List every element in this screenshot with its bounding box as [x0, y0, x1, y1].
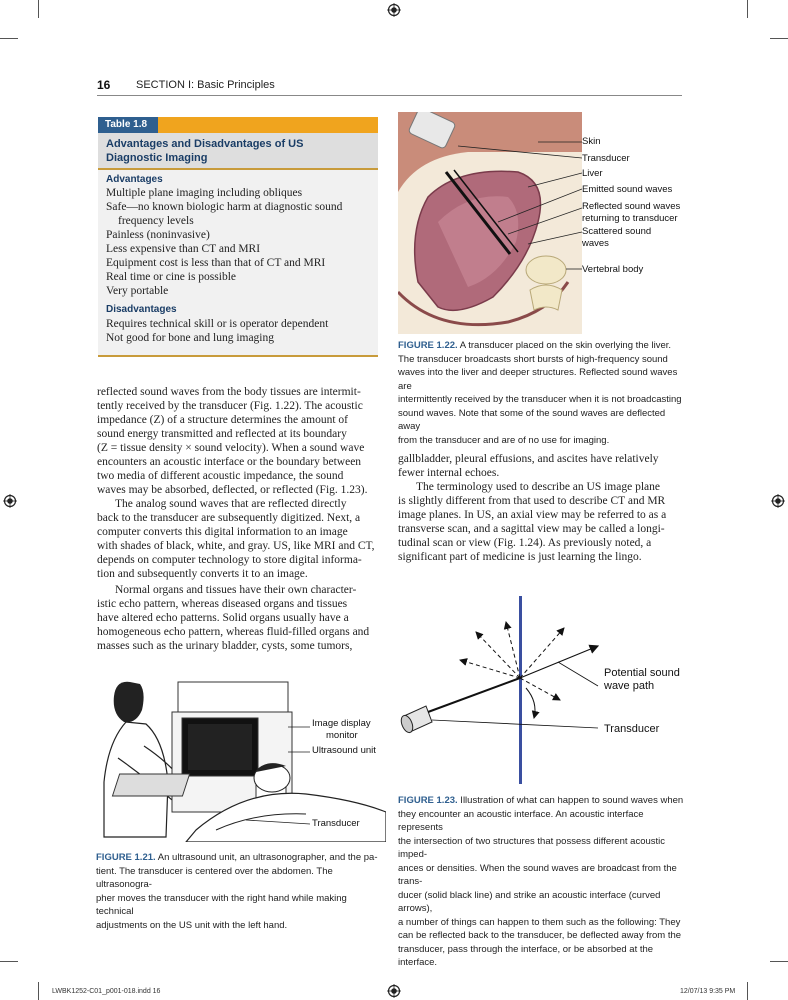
table-item: Painless (noninvasive) [106, 229, 210, 241]
text-line: image planes. In US, an axial view may be referred to as a [398, 509, 667, 521]
table-item: frequency levels [118, 215, 194, 227]
text-line: encounters an acoustic interface or the boundary between [97, 456, 362, 468]
label-potential-path: wave path [604, 680, 655, 692]
table-item: Multiple plane imaging including obliques [106, 187, 303, 199]
body-paragraph [97, 497, 379, 581]
crop-mark [770, 961, 788, 962]
crop-mark [0, 38, 18, 39]
text-line: istic echo pattern, whereas diseased organs and tissues [97, 598, 348, 610]
text-line: have altered echo patterns. Solid organs usually have a [97, 612, 349, 624]
body-paragraph [398, 480, 684, 564]
text-line: transverse scan, and a sagittal view may be called a longi- [398, 523, 665, 535]
text-line: Normal organs and tissues have their own character- [115, 584, 357, 596]
footer-file-name: LWBK1252-C01_p001-018.indd 16 [52, 988, 161, 995]
registration-mark-icon [387, 3, 401, 17]
body-paragraph [398, 452, 684, 480]
table-item: Equipment cost is less than that of CT and MRI [106, 257, 326, 269]
figure-caption [96, 851, 382, 932]
label-reflected-waves: Reflected sound waves [582, 201, 681, 212]
caption-line: FIGURE 1.23. Illustration of what can happen to sound waves when [398, 795, 684, 806]
liver-transducer-illustration [398, 112, 582, 334]
crop-mark [770, 38, 788, 39]
caption-line: transducer, pass through the interface, or be absorbed at the interface. [398, 943, 654, 968]
page-number: 16 [97, 78, 111, 92]
table-item: Requires technical skill or is operator dependent [106, 318, 329, 330]
text-line: tently received by the transducer (Fig. 1.22). The acoustic [97, 400, 363, 412]
label-display-monitor: monitor [326, 730, 358, 741]
text-line: back to the transducer are subsequently digitized. Next, a [97, 512, 361, 524]
crop-mark [747, 0, 748, 18]
caption-line: they encounter an acoustic interface. An acoustic interface represents [398, 808, 644, 833]
caption-label: FIGURE 1.23. [398, 795, 458, 806]
caption-line: ducer (solid black line) and strike an acoustic interface (curved arrows), [398, 889, 661, 914]
table-item: Less expensive than CT and MRI [106, 243, 261, 255]
caption-label: FIGURE 1.21. [96, 852, 156, 863]
table-item: Very portable [106, 285, 169, 297]
caption-line: a number of things can happen to them such as the following: They [398, 916, 681, 928]
text-line: impedance (Z) of a structure determines the amount of [97, 414, 348, 426]
crop-mark [0, 961, 18, 962]
table-title-line: Diagnostic Imaging [106, 152, 208, 164]
text-line: tudinal scan or view (Fig. 1.24). As previously noted, a [398, 537, 652, 549]
caption-line: FIGURE 1.21. An ultrasound unit, an ultrasonographer, and the pa- [96, 852, 378, 863]
figure-caption [398, 794, 684, 970]
table-title-line: Advantages and Disadvantages of US [106, 138, 304, 150]
label-potential-path: Potential sound [604, 667, 680, 679]
label-transducer: Transducer [312, 818, 360, 829]
table-item: Not good for bone and lung imaging [106, 332, 275, 344]
text-line: homogeneous echo pattern, whereas fluid-filled organs and [97, 626, 370, 638]
text-line: waves may be absorbed, deflected, or reflected (Fig. 1.23). [97, 484, 368, 496]
body-paragraph [97, 583, 379, 653]
transducer-icon [399, 706, 432, 734]
caption-line: FIGURE 1.22. A transducer placed on the skin overlying the liver. [398, 340, 672, 351]
table-body [98, 170, 378, 357]
text-line: sound energy transmitted and reflected at its boundary [97, 428, 347, 440]
caption-line: pher moves the transducer with the right hand while making technical [96, 892, 347, 917]
registration-mark-icon [387, 984, 401, 998]
label-scattered-waves: Scattered sound [582, 226, 652, 237]
text-line: with shades of black, white, and gray. US, like MRI and CT, [97, 540, 375, 552]
label-skin: Skin [582, 136, 601, 147]
footer-timestamp: 12/07/13 9:35 PM [680, 988, 736, 995]
text-line: The analog sound waves that are reflected directly [115, 498, 347, 510]
text-line: reflected sound waves from the body tissues are intermit- [97, 386, 361, 398]
text-line: two media of different acoustic impedance, the sound [97, 470, 344, 482]
caption-line: the intersection of two structures that possess different acoustic imped- [398, 835, 666, 860]
table-item: Real time or cine is possible [106, 271, 236, 283]
label-liver: Liver [582, 168, 603, 179]
crop-mark [38, 982, 39, 1000]
text-line: significant part of medicine is just learning the lingo. [398, 551, 642, 563]
table-item: Safe—no known biologic harm at diagnostic sound [106, 201, 343, 213]
caption-line: The transducer broadcasts short bursts of high-frequency sound [398, 353, 668, 365]
section-title: SECTION I: Basic Principles [136, 79, 275, 91]
caption-line: waves into the liver and deeper structures. Reflected sound waves are [398, 367, 678, 392]
label-ultrasound-unit: Ultrasound unit [312, 745, 376, 756]
label-display-monitor: Image display [312, 718, 371, 729]
caption-line: ances or densities. When the sound waves are broadcast from the trans- [398, 862, 677, 887]
registration-mark-icon [771, 494, 785, 508]
caption-line: sound waves. Note that some of the sound waves are deflected away [398, 407, 666, 432]
table-label: Table 1.8 [98, 117, 158, 133]
table-1-8 [98, 117, 378, 355]
acoustic-interface-line [519, 596, 522, 784]
crop-mark [38, 0, 39, 18]
label-transducer: Transducer [604, 723, 660, 735]
caption-label: FIGURE 1.22. [398, 340, 458, 351]
registration-mark-icon [3, 494, 17, 508]
text-line: The terminology used to describe an US image plane [416, 481, 660, 493]
label-scattered-waves: waves [582, 238, 609, 249]
figure-caption [398, 339, 684, 447]
text-line: computer converts this digital information to an image [97, 526, 348, 538]
text-line: is slightly different from that used to describe CT and MR [398, 495, 666, 507]
label-reflected-waves: returning to transducer [582, 213, 678, 224]
text-line: depends on computer technology to store digital informa- [97, 554, 362, 566]
table-header [98, 133, 378, 170]
caption-line: tient. The transducer is centered over the abdomen. The ultrasonogra- [96, 865, 333, 890]
caption-line: from the transducer and are of no use for imaging. [398, 434, 610, 446]
body-paragraph [97, 385, 379, 497]
crop-mark [747, 982, 748, 1000]
text-line: tion and subsequently converts it to an image. [97, 568, 308, 580]
caption-line: adjustments on the US unit with the left hand. [96, 919, 288, 931]
text-line: masses such as the urinary bladder, cysts, some tumors, [97, 640, 353, 652]
label-transducer: Transducer [582, 153, 630, 164]
text-line: gallbladder, pleural effusions, and ascites have relatively [398, 453, 659, 465]
text-line: (Z = tissue density × sound velocity). When a sound wave [97, 442, 365, 454]
disadvantages-heading: Disadvantages [106, 304, 177, 315]
label-emitted-waves: Emitted sound waves [582, 184, 673, 195]
caption-line: intermittently received by the transducer when it is not broadcasting [398, 394, 682, 405]
advantages-heading: Advantages [106, 174, 163, 185]
text-line: fewer internal echoes. [398, 467, 500, 479]
label-vertebral-body: Vertebral body [582, 264, 644, 275]
header-rule [97, 95, 682, 96]
table-title [106, 137, 376, 165]
caption-line: can be reflected back to the transducer, be deflected away from the [398, 930, 682, 941]
